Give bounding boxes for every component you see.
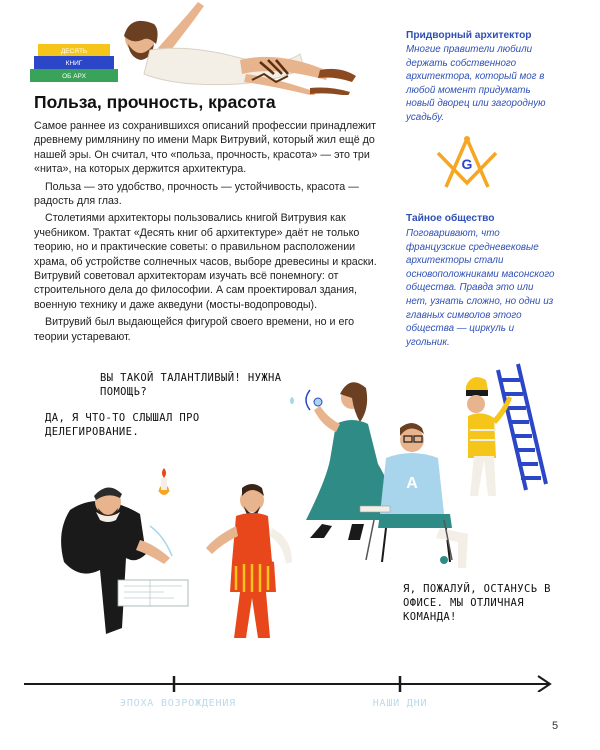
article-paragraph: Польза — это удобство, прочность — устойчивость, красота — радость для глаз. — [34, 180, 359, 208]
page-number: 5 — [552, 720, 559, 732]
book-spine-1: ДЕСЯТЬ — [60, 48, 88, 55]
candle-icon — [158, 468, 170, 495]
article-body — [34, 119, 389, 347]
article-paragraph: Витрувий был выдающейся фигурой своего времени, но и его теории устаревают. — [34, 316, 355, 343]
renaissance-architect-red — [206, 484, 292, 638]
article-title: Польза, прочность, красота — [34, 92, 276, 112]
speech-talented: ВЫ ТАКОЙ ТАЛАНТЛИВЫЙ! НУЖНА ПОМОЩЬ? — [100, 372, 282, 398]
era-label-today: НАШИ ДНИ — [372, 698, 428, 709]
blueprint-paper — [118, 580, 188, 606]
vitruvius-illustration — [20, 0, 390, 95]
speech-delegation: ДА, Я ЧТО-ТО СЛЫШАЛ ПРО ДЕЛЕГИРОВАНИЕ. — [45, 412, 200, 438]
era-label-renaissance: ЭПОХА ВОЗРОЖДЕНИЯ — [120, 698, 236, 709]
timeline-arrow — [20, 668, 560, 692]
sandal-1 — [318, 69, 356, 82]
vitruvius-arm — [158, 2, 204, 54]
sidebar-court-architect-text: Многие правители любили держать собственного архитектора, который мог в любой момент придумать новый дворец или загородную усадьбу. — [406, 44, 546, 123]
construction-worker-on-ladder — [466, 364, 546, 496]
emblem-letter: G — [461, 156, 473, 172]
article-paragraph: Столетиями архитекторы пользовались книгой Витрувия как учебником. Трактат «Десять книг об архитектуре» даёт не только теорию, но и практические советы: о правильном расположении храма, об устройстве солнечных часов, выборе древесины и краски. Витрувий советовал архитекторам изучать всё понемногу: от строительного дела до философии. А сам проектировал здания, военную технику и даже акведуни (мосты-водопроводы). — [34, 212, 377, 311]
sidebar-court-architect-title: Придворный архитектор — [406, 30, 532, 41]
compass-square-icon — [432, 133, 502, 193]
modern-man-blue-sweater — [378, 423, 468, 568]
sidebar-secret-society-text: Поговаривают, что французские средневековые архитекторы стали основоположниками масонского общества. Правда это или нет, узнать сложно, но одни из главных символов этого общества — циркуль и угольник. — [406, 228, 555, 348]
book-spine-2: КНИГ — [65, 60, 83, 67]
renaissance-architect-black — [61, 487, 172, 634]
sidebar-secret-society-title: Тайное общество — [406, 213, 495, 224]
plant-dot — [440, 556, 448, 564]
article-paragraph: Самое раннее из сохранившихся описаний профессии принадлежит древнему римлянину по имени Марк Витрувий, который жил ещё до нашей эры. Он считал, что «польза, прочность, красота» — это три «нита», на которых держится архитектура. — [34, 120, 376, 176]
sweater-letter: A — [406, 475, 418, 492]
speech-stay-office: Я, ПОЖАЛУЙ, ОСТАНУСЬ В ОФИСЕ. МЫ ОТЛИЧНАЯ КОМАНДА! — [403, 583, 551, 623]
book-spine-3: ОБ АРХ — [62, 73, 86, 80]
